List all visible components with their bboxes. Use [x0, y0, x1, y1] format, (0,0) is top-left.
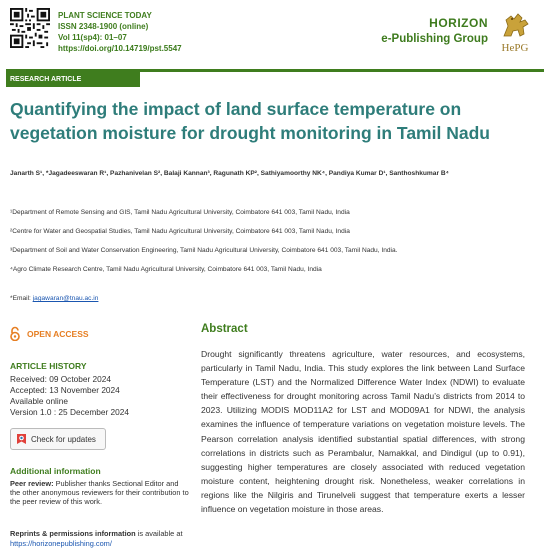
email-link[interactable]: jagawaran@tnau.ac.in: [32, 295, 99, 302]
affiliation-4: ⁴Agro Climate Research Centre, Tamil Nadu Agricultural University, Coimbatore 641 003, Tamil Nadu, India: [10, 266, 322, 273]
abstract-heading: Abstract: [201, 323, 248, 335]
journal-volume: Vol 11(sp4): 01–07: [58, 33, 127, 42]
available-online: Available online: [10, 396, 68, 406]
reprints-link[interactable]: https://horizonepublishing.com/: [10, 538, 112, 548]
article-history: [10, 374, 129, 418]
reprints-note: [10, 529, 200, 548]
journal-name: PLANT SCIENCE TODAY: [58, 11, 152, 20]
open-access-icon: [9, 326, 21, 341]
qr-code: [10, 8, 50, 48]
open-access-label: OPEN ACCESS: [27, 328, 89, 339]
check-for-updates-label: Check for updates: [31, 434, 96, 444]
reprints-label: Reprints & permissions information: [10, 529, 136, 538]
logo-text: HePG: [501, 42, 529, 54]
open-access-badge: [9, 326, 89, 341]
publisher-name: [381, 16, 488, 45]
peer-review-note: [10, 479, 190, 507]
affiliation-3: ³Department of Soil and Water Conservation Engineering, Tamil Nadu Agricultural University, Coimbatore 641 003, Tamil Nadu, India.: [10, 247, 398, 254]
peer-review-text: Publisher thanks Sectional Editor and the other anonymous reviewers for their contribution to the peer review of this work.: [10, 479, 189, 507]
journal-info: [58, 10, 182, 54]
crossmark-icon: [16, 433, 27, 445]
version-date: Version 1.0 : 25 December 2024: [10, 407, 129, 417]
email-label: *Email:: [10, 295, 33, 302]
author-list: Janarth S¹, *Jagadeeswaran R¹, Pazhanivelan S², Balaji Kannan³, Ragunath KP², Sathiyamoorthy NK⁴, Pandiya Kumar D¹, Santhoshkumar B⁴: [10, 170, 449, 177]
publisher-logo: [494, 10, 536, 56]
affiliation-1: ¹Department of Remote Sensing and GIS, Tamil Nadu Agricultural University, Coimbatore 641 003, Tamil Nadu, India: [10, 209, 350, 216]
doi-link[interactable]: https://doi.org/10.14719/pst.5547: [58, 44, 182, 53]
griffin-icon: [498, 10, 532, 40]
received-date: Received: 09 October 2024: [10, 374, 112, 384]
accepted-date: Accepted: 13 November 2024: [10, 385, 120, 395]
article-type-tag: RESEARCH ARTICLE: [6, 72, 140, 87]
article-title: Quantifying the impact of land surface temperature on vegetation moisture for drought monitoring in Tamil Nadu: [10, 99, 490, 143]
article-history-title: ARTICLE HISTORY: [10, 361, 87, 371]
affiliation-2: ²Centre for Water and Geospatial Studies, Tamil Nadu Agricultural University, Coimbatore 641 003, Tamil Nadu, India: [10, 228, 350, 235]
journal-issn: ISSN 2348-1900 (online): [58, 22, 149, 31]
corresponding-email: [10, 295, 98, 302]
affiliations: [10, 209, 540, 285]
peer-review-label: Peer review:: [10, 479, 54, 488]
publisher-line1: HORIZON: [429, 16, 488, 30]
publisher-line2: e-Publishing Group: [381, 33, 488, 45]
abstract-body: Drought significantly threatens agriculture, water resources, and ecosystems, particularly in Tamil Nadu, India. This study explores the link between Land Surface Temperature (LST) and the Normalized Difference Water Index (NDWI) to evaluate their effectiveness for drought monitoring across Tamil Nadu’s districts from 2014 to 2023. Utilizing MODIS MOD11A2 for LST and MOD09A1 for NDWI, the analysis examines the influence of temperature variations on vegetation moisture levels. The Pearson correlation analysis identified substantial spatial differences, with strong correlations in districts such as Perambalur, Namakkal, and Dindigul (up to 0.91), suggesting higher temperatures are closely associated with reduced vegetation moisture content, heightening drought risk. Nonetheless, weaker correlations in regions like the Nilgiris and Tirunelveli suggest that temperature exerts a lesser influence on vegetation moisture in those areas.: [201, 349, 525, 515]
additional-info-title: Additional information: [10, 466, 101, 476]
check-for-updates-button[interactable]: [10, 428, 106, 450]
reprints-text: is available at: [135, 529, 183, 538]
